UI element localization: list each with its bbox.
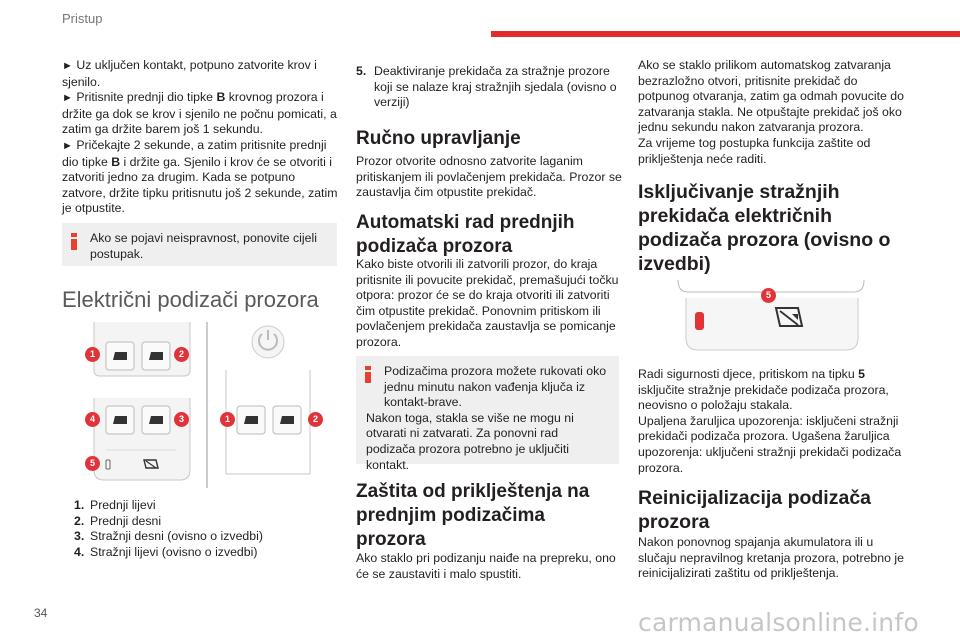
heading-auto: Automatski rad prednjih podizača prozora bbox=[356, 212, 575, 257]
legend-item: 4. Stražnji lijevi (ovisno o izvedbi) bbox=[74, 544, 258, 559]
paragraph-disable: Radi sigurnosti djece, pritiskom na tipku 5 isključite stražnje prekidače podizača prozora, neovisno o položaju stakala. Upaljena žaruljica upozorenja: isključeni stražnji prekidači podizača prozora. Ugašena žaruljica upozorenja: uključeni stražnji prekidači podizača prozora. bbox=[638, 367, 902, 475]
info-icon bbox=[71, 233, 77, 249]
paragraph-auto: Kako biste otvorili ili zatvorili prozor, do kraja pritisnite ili povucite prekidač, premašujući točku otpora: prozor će se do kraja otvoriti ili zatvoriti čim otpustite prekidač. Ponovnim pritiskom ili povlačenjem prekidača zaustavlja se pomicanje prozora. bbox=[356, 257, 619, 349]
callout-2-door: 2 bbox=[308, 412, 323, 427]
page-number: 34 bbox=[34, 606, 48, 620]
window-switch-icon bbox=[149, 352, 163, 360]
paragraph-pinch: Ako staklo pri podizanju naiđe na prepreku, ono će se zaustaviti i malo spustiti. bbox=[356, 551, 616, 581]
window-switch-icon bbox=[244, 416, 258, 424]
section-title: Pristup bbox=[62, 11, 103, 26]
legend-item: 3. Stražnji desni (ovisno o izvedbi) bbox=[74, 529, 263, 544]
window-switch-icon bbox=[113, 352, 127, 360]
info-note-timer: Podizačima prozora možete rukovati oko jednu minutu nakon vađenja ključa iz kontakt-brave. Nakon toga, stakla se više ne mogu ni otvarati ni zatvarati. Za ponovni rad podizača prozora potrebno je uključiti kontakt. bbox=[356, 356, 619, 464]
window-switch-icon bbox=[280, 416, 294, 424]
paragraph-manual: Prozor otvorite odnosno zatvorite laganim pritiskanjem ili povlačenjem prekidača. Prozor se zaustavlja čim otpustite prekidač. bbox=[356, 154, 622, 200]
window-switch-icon bbox=[113, 416, 127, 424]
heading-manual: Ručno upravljanje bbox=[356, 128, 521, 149]
callout-3: 3 bbox=[174, 412, 189, 427]
legend-item-5: 5. Deaktiviranje prekidača za stražnje prozore koji se nalaze kraj stražnjih sjedala (ovisno o verziji) bbox=[356, 64, 617, 110]
figure-legend bbox=[74, 498, 340, 560]
window-switch-icon bbox=[149, 416, 163, 424]
callout-2: 2 bbox=[174, 347, 189, 362]
section-marker-bar bbox=[491, 31, 960, 37]
heading-window-lifts: Električni podizači prozora bbox=[62, 287, 319, 312]
instruction-step: ► Uz uključen kontakt, potpuno zatvorite krov i sjenilo. bbox=[62, 58, 317, 89]
info-icon bbox=[365, 366, 371, 382]
callout-4: 4 bbox=[85, 412, 100, 427]
callout-5-right: 5 bbox=[761, 288, 776, 303]
callout-5: 5 bbox=[85, 456, 100, 471]
instruction-step: ► Pričekajte 2 sekunde, a zatim pritisnite prednji dio tipke B i držite ga. Sjenilo i krov će se otvoriti i zatvoriti jedno za drugim. Kada se potpuno zatvore, držite tipku pritisnutu još 2 sekunde, zatim je otpustite. bbox=[62, 137, 338, 216]
callout-1: 1 bbox=[85, 347, 100, 362]
info-note: Ako se pojavi neispravnost, ponovite cijeli postupak. bbox=[62, 223, 337, 266]
left-column bbox=[62, 58, 340, 217]
window-switch-figure bbox=[82, 320, 332, 490]
paragraph-reinit: Nakon ponovnog spajanja akumulatora ili u slučaju nepravilnog kretanja prozora, potrebno je reinicijalizirati zaštitu od priklještenja. bbox=[638, 535, 904, 581]
door-panel bbox=[226, 326, 310, 474]
rear-switch-panel bbox=[94, 398, 190, 480]
paragraph-retry: Ako se staklo prilikom automatskog zatvaranja bezrazložno otvori, pritisnite prekidač do potpunog otvaranja, zatim ga odmah povucite do zatvaranja stakla. Ne otpuštajte prekidač još oko jednu sekundu nakon zatvaranja prozora. Za vrijeme tog postupka funkcija zaštite od priklještenja neće raditi. bbox=[638, 58, 904, 166]
callout-1-door: 1 bbox=[220, 412, 235, 427]
heading-disable-rear: Isključivanje stražnjih prekidača električnih podizača prozora (ovisno o izvedbi) bbox=[638, 181, 891, 275]
watermark: carmanualsonline.info bbox=[638, 608, 919, 637]
heading-reinit: Reinicijalizacija podizača prozora bbox=[638, 487, 872, 533]
legend-item: 1. Prednji lijevi bbox=[74, 498, 156, 512]
legend-item: 2. Prednji desni bbox=[74, 513, 162, 528]
instruction-step: ► Pritisnite prednji dio tipke B krovnog prozora i držite ga dok se krov i sjenilo ne počnu pomicati, a zatim ga držite barem još 1 sekundu. bbox=[62, 90, 337, 137]
heading-pinch: Zaštita od priklještenja na prednjim podizačima prozora bbox=[356, 481, 590, 550]
